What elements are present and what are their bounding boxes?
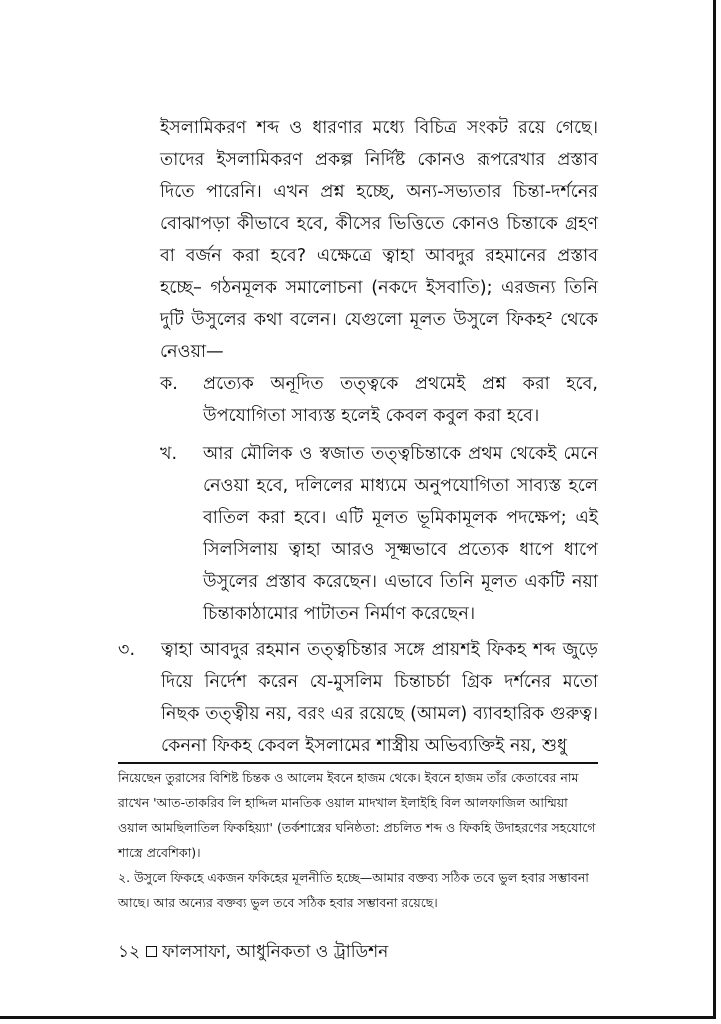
point-text: ত্বাহা আবদুর রহমান তত্ত্বচিন্তার সঙ্গে প্রায়শই ফিকহ শব্দ জুড়ে দিয়ে নির্দেশ করেন যে-মুসলিম চিন্তাচর্চা গ্রিক দর্শনের মতো নিছক তত্ত্বীয় নয়, বরং এর রয়েছে (আমল) ব্যাবহারিক গুরুত্ব। কেননা ফিকহ কেবল ইসলামের শাস্ত্রীয় অভিব্যক্তিই নয়, শুধু [161, 640, 598, 756]
running-footer [118, 938, 388, 966]
list-item [118, 634, 598, 762]
main-text [160, 112, 598, 368]
list-item-text: আর মৌলিক ও স্বজাত তত্ত্বচিন্তাকে প্রথম থেকেই মেনে নেওয়া হবে, দলিলের মাধ্যমে অনুপযোগিতা সাব্যস্ত হলে বাতিল করা হবে। এটি মূলত ভূমিকামূলক পদক্ষেপ; এই সিলসিলায় ত্বাহা আরও সূক্ষ্মভাবে প্রত্যেক ধাপে ধাপে উসুলের প্রস্তাব করেছেন। এভাবে তিনি মূলত একটি নয়া চিন্তাকাঠামোর পাটাতন নির্মাণ করেছেন। [203, 444, 598, 624]
list-marker: ক. [160, 374, 178, 394]
book-title: ফালসাফা, আধুনিকতা ও ট্রাডিশন [162, 942, 389, 962]
footnote-2: ২. উসুলে ফিকহে একজন ফকিহের মূলনীতি হচ্ছে—আমার বক্তব্য সঠিক তবে ভুল হবার সম্ভাবনা আছে। আর অন্যের বক্তব্য ভুল তবে সঠিক হবার সম্ভাবনা রয়েছে। [118, 870, 589, 910]
numbered-point [118, 634, 598, 762]
square-separator-icon [146, 946, 157, 957]
footnote-1: নিয়েছেন তুরাসের বিশিষ্ট চিন্তক ও আলেম ইবনে হাজম থেকে। ইবনে হাজম তাঁর কেতাবের নাম রাখেন 'আত-তাকরিব লি হাদ্দিল মানতিক ওয়াল মাদখাল ইলাইহি বিল আলফাজিল আম্মিয়া ওয়াল আমছিলাতিল ফিকহিয়্যা' (তর্কশাস্ত্রের ঘনিষ্ঠতা: প্রচলিত শব্দ ও ফিকহি উদাহরণের সহযোগে শাস্ত্রে প্রবেশিকা)। [118, 770, 596, 860]
footnotes [118, 765, 598, 915]
body-paragraph: ইসলামিকরণ শব্দ ও ধারণার মধ্যে বিচিত্র সংকট রয়ে গেছে। তাদের ইসলামিকরণ প্রকল্প নির্দিষ্ট কোনও রূপরেখার প্রস্তাব দিতে পারেনি। এখন প্রশ্ন হচ্ছে, অন্য-সভ্যতার চিন্তা-দর্শনের বোঝাপড়া কীভাবে হবে, কীসের ভিত্তিতে কোনও চিন্তাকে গ্রহণ বা বর্জন করা হবে? এক্ষেত্রে ত্বাহা আবদুর রহমানের প্রস্তাব হচ্ছে– গঠনমূলক সমালোচনা (নকদে ইসবাতি); এরজন্য তিনি দুটি উসুলের কথা বলেন। যেগুলো মূলত উসুলে ফিকহ² থেকে নেওয়া— [160, 118, 598, 362]
list-item-text: প্রত্যেক অনূদিত তত্ত্বকে প্রথমেই প্রশ্ন করা হবে, উপযোগিতা সাব্যস্ত হলেই কেবল কবুল করা হবে। [203, 374, 598, 426]
list-item [160, 368, 598, 432]
footnote-divider [118, 762, 598, 764]
page-number: ১২ [118, 942, 141, 962]
sub-list [160, 368, 598, 630]
list-item [160, 438, 598, 630]
list-marker: ৩. [118, 640, 136, 660]
list-marker: খ. [160, 444, 178, 464]
